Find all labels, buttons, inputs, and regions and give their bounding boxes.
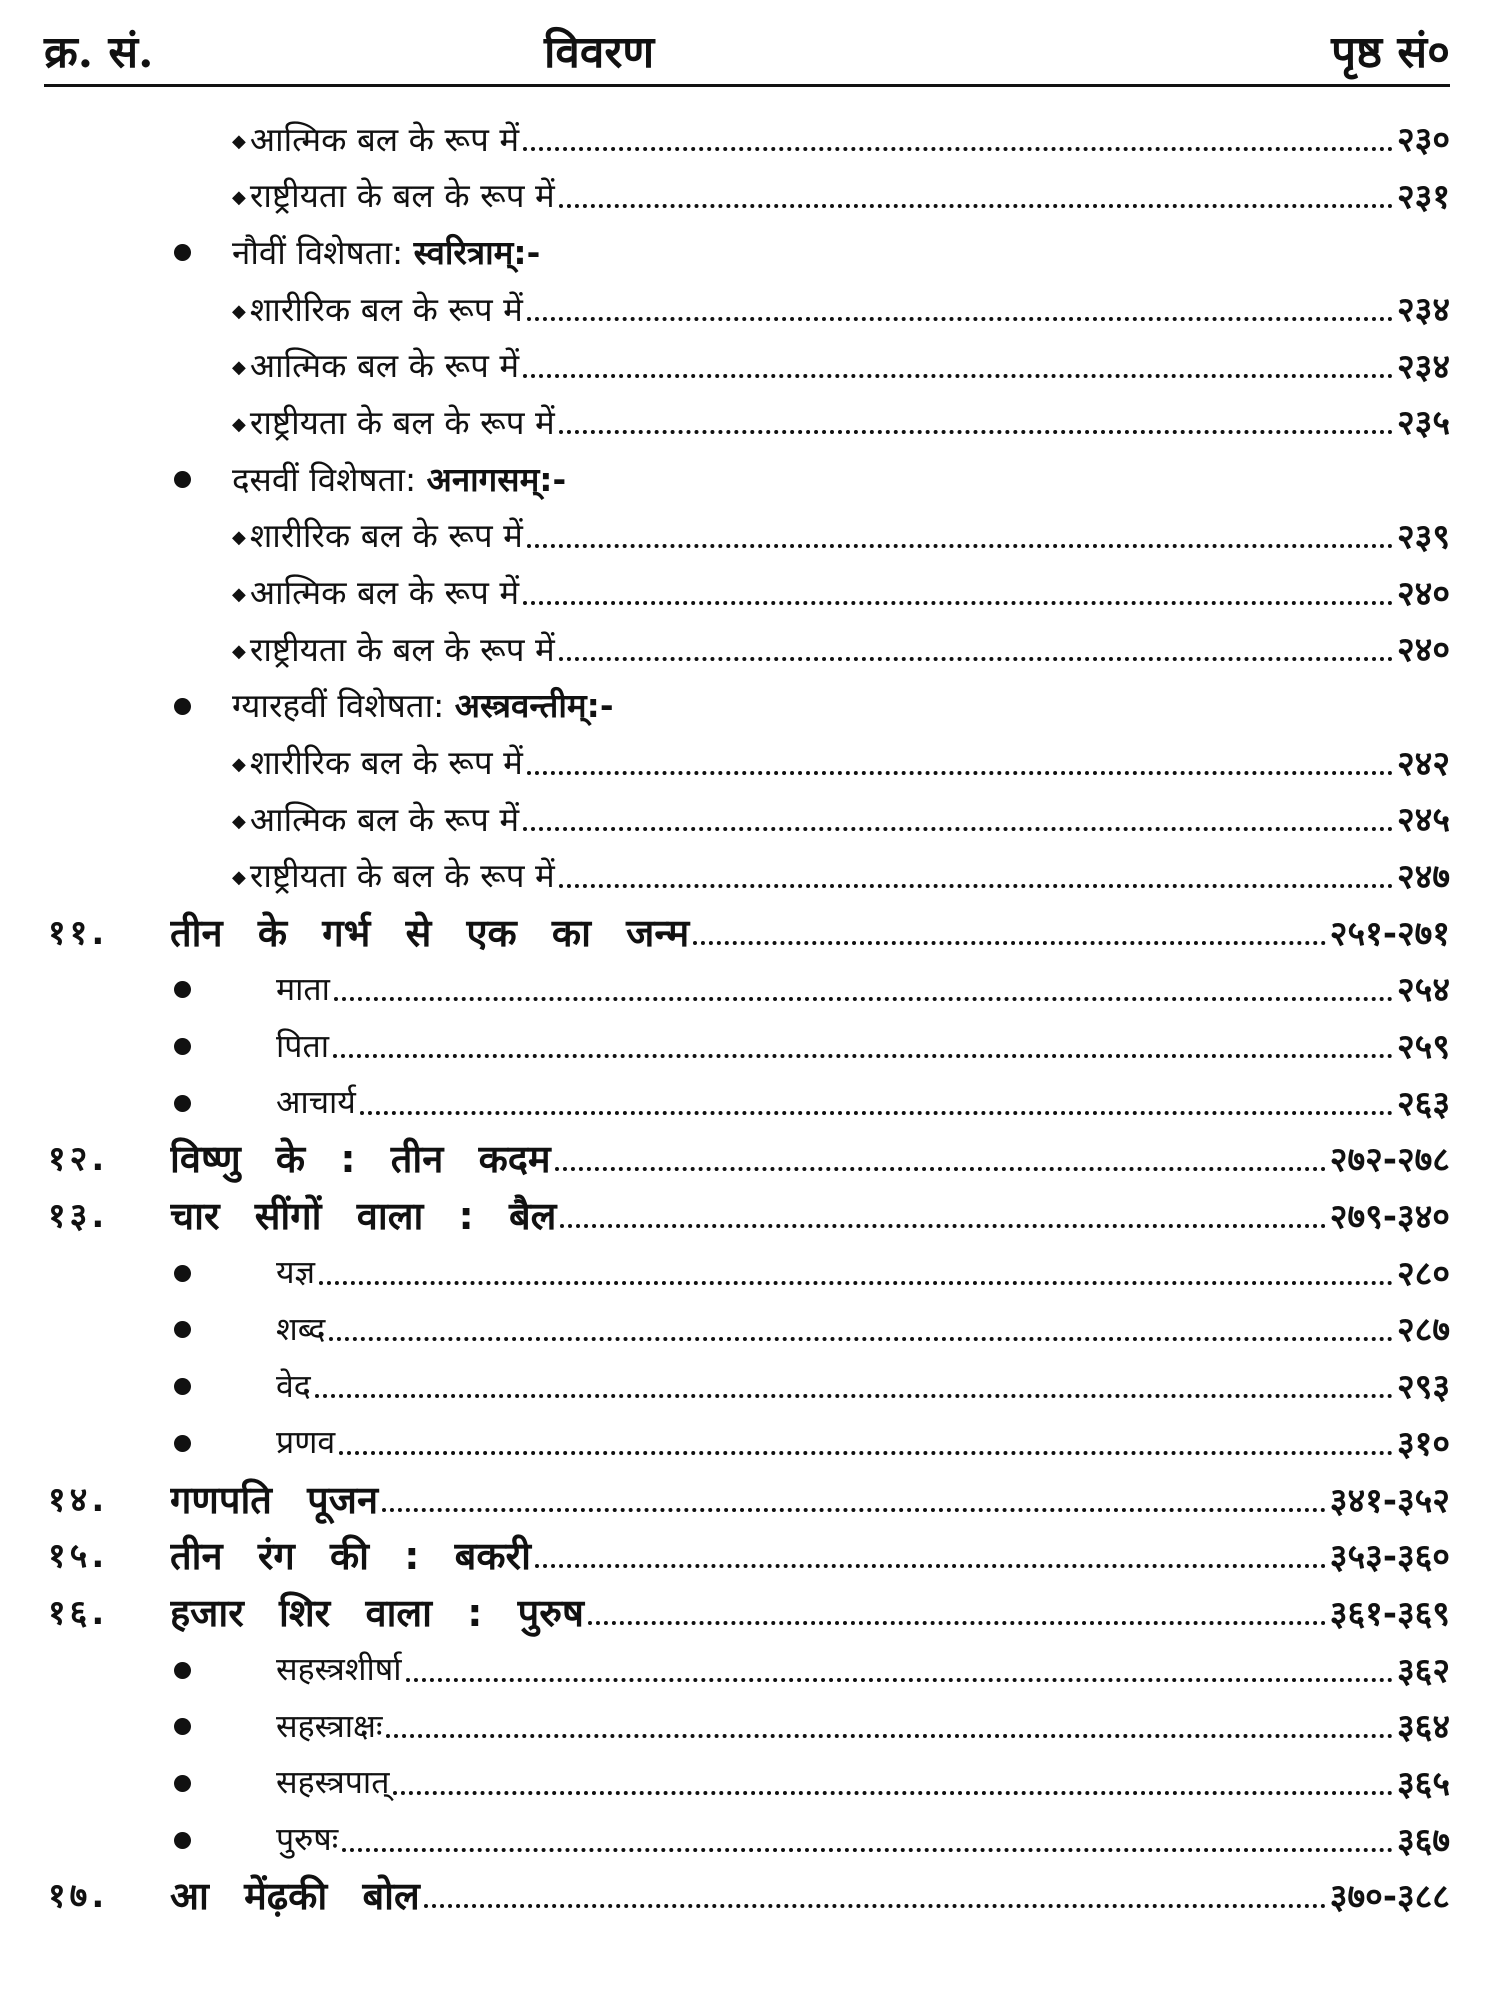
toc-row-sub <box>0 337 1500 394</box>
toc-entry-line <box>232 564 1450 620</box>
toc-row-sub <box>0 393 1500 450</box>
toc-entry-label: ◆ राष्ट्रीयता के बल के रूप में <box>232 399 555 444</box>
toc-entry-label: माता <box>276 969 330 1008</box>
bullet-icon <box>174 1435 191 1452</box>
chapter-number: १३. <box>48 1196 109 1237</box>
toc-row-sub <box>0 280 1500 337</box>
toc-row-item <box>0 1697 1500 1754</box>
toc-entry-line <box>276 1414 1450 1470</box>
toc-entry-label: ◆ राष्ट्रीयता के बल के रूप में <box>232 852 555 897</box>
toc-entry-page: २६३ <box>1396 1083 1450 1124</box>
toc-entry-label: ◆ शारीरिक बल के रूप में <box>232 739 523 784</box>
header-page-number: पृष्ठ सं० <box>1331 27 1450 78</box>
toc-entry-line <box>276 1641 1450 1697</box>
leader-dots <box>693 941 1326 945</box>
leader-dots <box>523 147 1393 151</box>
toc-entry-line <box>232 734 1450 790</box>
toc-entry-line <box>170 1527 1450 1583</box>
toc-entry-page: ३५३-३६० <box>1329 1537 1450 1578</box>
toc-entry-page: २३५ <box>1396 403 1450 444</box>
toc-entry-page: २३० <box>1396 120 1450 160</box>
toc-entry-label: हजार शिर वाला : पुरुष <box>170 1590 584 1635</box>
toc-entry-line <box>232 620 1450 676</box>
toc-entry-page: २७९-३४० <box>1329 1197 1450 1238</box>
toc-heading-label: नौवीं विशेषता: स्वरित्राम्:- <box>232 232 541 272</box>
toc-entry-page: २५९ <box>1396 1027 1450 1067</box>
toc-entry-line <box>232 393 1450 449</box>
chapter-number: ११. <box>48 912 109 953</box>
toc-row-sub <box>0 734 1500 791</box>
toc-entry-label: वेद <box>276 1366 311 1405</box>
bullet-icon <box>174 1321 191 1338</box>
toc-row-item <box>0 1811 1500 1868</box>
toc-entry-line <box>170 904 1450 960</box>
toc-list <box>0 110 1500 1924</box>
toc-entry-label: सहस्त्राक्षः <box>276 1706 383 1745</box>
toc-entry-label: पुरुषः <box>276 1820 339 1859</box>
toc-entry-label: आ मेंढ़की बोल <box>170 1874 420 1919</box>
toc-entry-line <box>276 1017 1450 1073</box>
leader-dots <box>523 601 1393 605</box>
toc-entry-page: २४० <box>1396 630 1450 671</box>
toc-entry-label: प्रणव <box>276 1423 336 1462</box>
toc-entry-label: ◆ राष्ट्रीयता के बल के रूप में <box>232 172 555 217</box>
toc-entry-label: आचार्य <box>276 1083 356 1122</box>
leader-dots <box>527 771 1393 775</box>
toc-entry-line <box>232 167 1450 223</box>
toc-entry-label: ◆ आत्मिक बल के रूप में <box>232 796 519 841</box>
toc-entry-page: २४२ <box>1396 743 1450 784</box>
toc-row-heading <box>0 677 1500 734</box>
toc-entry-line <box>232 790 1450 846</box>
leader-dots <box>393 1791 1393 1795</box>
leader-dots <box>334 997 1393 1001</box>
toc-entry-page: ३६७ <box>1396 1820 1450 1861</box>
toc-row-sub <box>0 167 1500 224</box>
toc-entry-page: ३६१-३६९ <box>1329 1593 1450 1634</box>
chapter-number: १७. <box>48 1876 109 1917</box>
leader-dots <box>333 1054 1393 1058</box>
toc-entry-label: सहस्त्रपात् <box>276 1763 390 1802</box>
bullet-icon <box>174 1718 191 1735</box>
leader-dots <box>319 1281 1393 1285</box>
toc-entry-line <box>170 1130 1450 1186</box>
toc-row-chapter <box>0 1130 1500 1187</box>
toc-row-item <box>0 960 1500 1017</box>
toc-row-chapter <box>0 1471 1500 1528</box>
toc-entry-page: ३१० <box>1396 1423 1450 1464</box>
toc-entry-label: तीन रंग की : बकरी <box>170 1534 531 1579</box>
toc-row-sub <box>0 620 1500 677</box>
toc-row-item <box>0 1017 1500 1074</box>
toc-entry-page: ३७०-३८८ <box>1329 1877 1450 1918</box>
toc-row-sub <box>0 110 1500 167</box>
toc-entry-label: गणपति पूजन <box>170 1477 379 1522</box>
toc-entry-line <box>232 847 1450 903</box>
toc-row-heading <box>0 223 1500 280</box>
toc-entry-line <box>232 677 614 733</box>
chapter-number: १४. <box>48 1479 109 1520</box>
toc-row-item <box>0 1414 1500 1471</box>
toc-row-sub <box>0 507 1500 564</box>
leader-dots <box>360 1111 1393 1115</box>
toc-entry-line <box>232 280 1450 336</box>
leader-dots <box>559 884 1393 888</box>
toc-entry-line <box>170 1584 1450 1640</box>
toc-entry-label: पिता <box>276 1026 329 1065</box>
leader-dots <box>339 1451 1393 1455</box>
bullet-icon <box>174 1265 191 1282</box>
toc-row-chapter <box>0 1527 1500 1584</box>
leader-dots <box>424 1904 1326 1908</box>
leader-dots <box>527 317 1393 321</box>
toc-entry-page: २८७ <box>1396 1310 1450 1351</box>
toc-entry-label: ◆ शारीरिक बल के रूप में <box>232 286 523 331</box>
toc-entry-page: ३४१-३५२ <box>1329 1480 1450 1521</box>
toc-entry-label: ◆ आत्मिक बल के रूप में <box>232 569 519 614</box>
toc-entry-line <box>170 1867 1450 1923</box>
chapter-number: १२. <box>48 1139 109 1180</box>
leader-dots <box>382 1508 1326 1512</box>
leader-dots <box>386 1734 1393 1738</box>
toc-entry-line <box>276 1300 1450 1356</box>
leader-dots <box>523 827 1393 831</box>
leader-dots <box>559 657 1393 661</box>
toc-entry-page: २४० <box>1396 573 1450 614</box>
leader-dots <box>535 1564 1326 1568</box>
toc-entry-line <box>276 1697 1450 1753</box>
bullet-icon <box>174 698 191 715</box>
toc-row-chapter <box>0 1867 1500 1924</box>
toc-entry-page: २४५ <box>1396 800 1450 841</box>
toc-row-item <box>0 1357 1500 1414</box>
bullet-icon <box>174 471 191 488</box>
toc-entry-line <box>170 1187 1450 1243</box>
toc-row-sub <box>0 564 1500 621</box>
bullet-icon <box>174 1378 191 1395</box>
toc-entry-line <box>232 507 1450 563</box>
toc-entry-line <box>170 1471 1450 1527</box>
toc-row-item <box>0 1300 1500 1357</box>
toc-entry-line <box>276 1244 1450 1300</box>
toc-entry-label: यज्ञ <box>276 1253 316 1292</box>
toc-entry-label: शब्द <box>276 1309 326 1348</box>
toc-entry-line <box>276 1357 1450 1413</box>
bullet-icon <box>174 981 191 998</box>
leader-dots <box>342 1848 1393 1852</box>
toc-entry-page: २४७ <box>1396 856 1450 897</box>
toc-heading-keyword: स्वरित्राम्:- <box>413 232 541 272</box>
toc-row-heading <box>0 450 1500 507</box>
bullet-icon <box>174 1038 191 1055</box>
bullet-icon <box>174 1775 191 1792</box>
bullet-icon <box>174 1832 191 1849</box>
header-description: विवरण <box>544 27 655 78</box>
toc-row-chapter <box>0 1584 1500 1641</box>
leader-dots <box>588 1621 1326 1625</box>
toc-heading-label: ग्यारहवीं विशेषता: अस्त्रवन्तीम्:- <box>232 686 614 726</box>
leader-dots <box>329 1337 1393 1341</box>
leader-dots <box>555 1167 1326 1171</box>
toc-heading-keyword: अस्त्रवन्तीम्:- <box>454 686 614 726</box>
leader-dots <box>559 430 1393 434</box>
toc-entry-line <box>276 1074 1450 1130</box>
toc-entry-line <box>232 450 566 506</box>
toc-row-chapter <box>0 904 1500 961</box>
leader-dots <box>527 544 1393 548</box>
toc-row-sub <box>0 847 1500 904</box>
leader-dots <box>315 1394 1393 1398</box>
toc-entry-line <box>276 1754 1450 1810</box>
leader-dots <box>560 1224 1325 1228</box>
bullet-icon <box>174 244 191 261</box>
toc-entry-page: २३४ <box>1396 290 1450 331</box>
leader-dots <box>559 204 1393 208</box>
leader-dots <box>523 374 1393 378</box>
toc-entry-line <box>232 110 1450 166</box>
bullet-icon <box>174 1095 191 1112</box>
toc-entry-page: २७२-२७८ <box>1329 1140 1450 1181</box>
toc-row-chapter <box>0 1187 1500 1244</box>
toc-entry-page: २९३ <box>1396 1367 1450 1408</box>
toc-row-item <box>0 1641 1500 1698</box>
chapter-number: १६. <box>48 1592 109 1633</box>
toc-entry-label: विष्णु के : तीन कदम <box>170 1137 551 1182</box>
toc-row-item <box>0 1074 1500 1131</box>
toc-heading-label: दसवीं विशेषता: अनागसम्:- <box>232 459 567 499</box>
toc-entry-label: ◆ आत्मिक बल के रूप में <box>232 342 519 387</box>
toc-entry-label: ◆ शारीरिक बल के रूप में <box>232 512 523 557</box>
chapter-number: १५. <box>48 1536 109 1577</box>
toc-entry-line <box>276 960 1450 1016</box>
toc-entry-page: २३१ <box>1396 176 1450 217</box>
bullet-icon <box>174 1662 191 1679</box>
toc-heading-keyword: अनागसम्:- <box>426 459 567 499</box>
toc-entry-page: २३४ <box>1396 346 1450 387</box>
toc-entry-line <box>276 1811 1450 1867</box>
toc-entry-page: ३६५ <box>1396 1763 1450 1804</box>
toc-entry-line <box>232 223 540 279</box>
toc-entry-page: २५१-२७१ <box>1329 913 1450 954</box>
toc-entry-page: ३६२ <box>1396 1650 1450 1691</box>
toc-entry-label: ◆ आत्मिक बल के रूप में <box>232 116 519 161</box>
toc-row-item <box>0 1244 1500 1301</box>
toc-row-sub <box>0 790 1500 847</box>
toc-entry-page: ३६४ <box>1396 1707 1450 1748</box>
toc-entry-label: चार सींगों वाला : बैल <box>170 1194 557 1239</box>
toc-entry-page: २३९ <box>1396 516 1450 557</box>
leader-dots <box>406 1678 1393 1682</box>
toc-entry-page: २५४ <box>1396 970 1450 1011</box>
toc-entry-label: सहस्त्रशीर्षा <box>276 1650 402 1689</box>
header-serial-number: क्र. सं. <box>44 27 154 78</box>
toc-header <box>44 14 1450 87</box>
toc-row-item <box>0 1754 1500 1811</box>
toc-entry-label: ◆ राष्ट्रीयता के बल के रूप में <box>232 626 555 671</box>
toc-entry-line <box>232 337 1450 393</box>
toc-entry-page: २८० <box>1396 1253 1450 1294</box>
toc-entry-label: तीन के गर्भ से एक का जन्म <box>170 910 690 955</box>
